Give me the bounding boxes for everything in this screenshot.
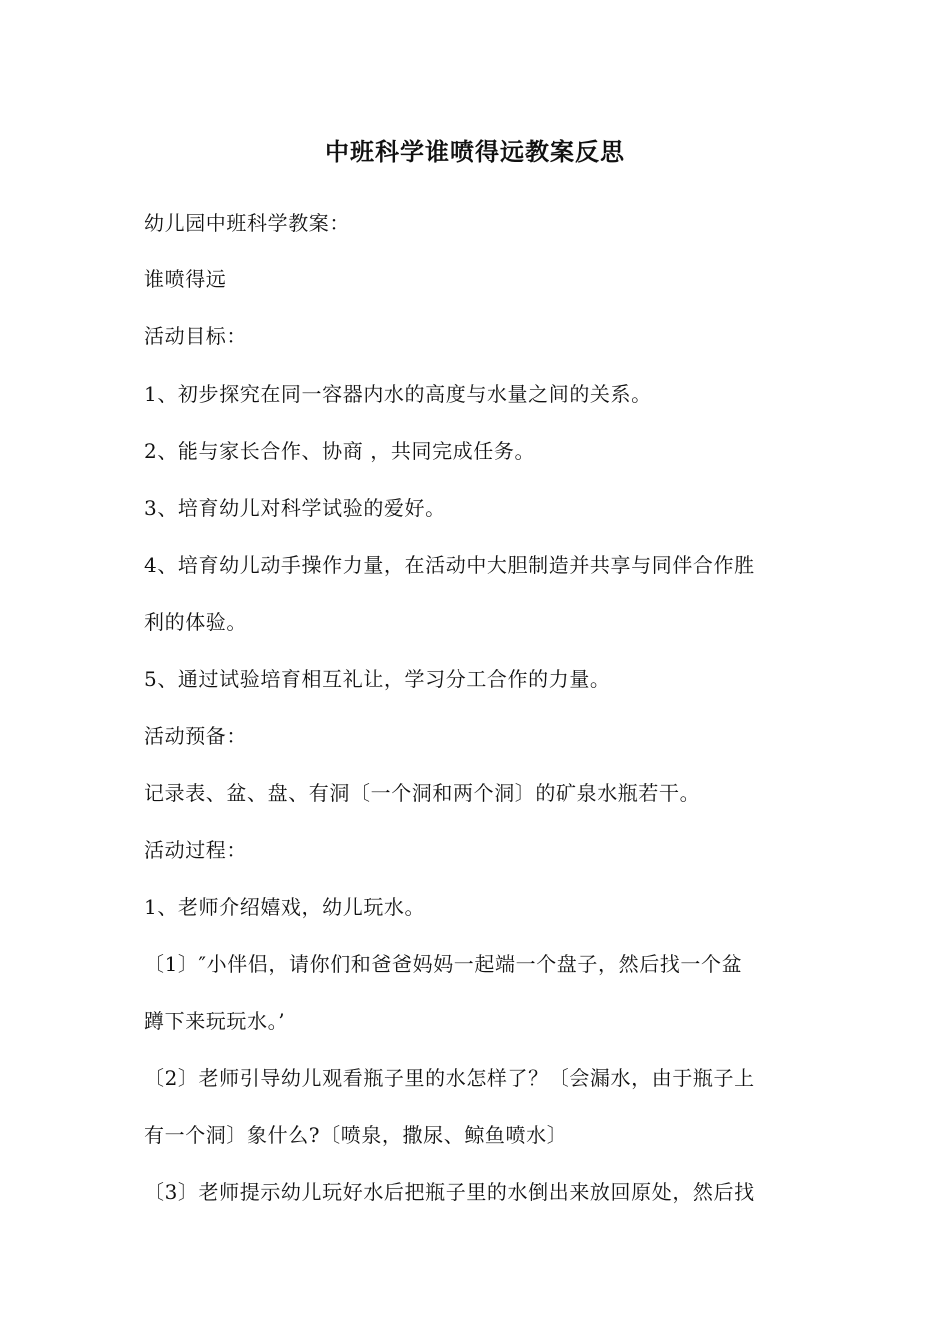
- document-title: 中班科学谁喷得远教案反思: [325, 138, 625, 166]
- paragraph-line: 4、培育幼儿动手操作力量，在活动中大胆制造并共享与同伴合作胜: [144, 553, 755, 577]
- paragraph-line: 1、老师介绍嬉戏，幼儿玩水。: [144, 895, 426, 919]
- paragraph-line: 〔1〕″小伴侣，请你们和爸爸妈妈一起端一个盘子，然后找一个盆: [144, 952, 743, 976]
- paragraph-line: 3、培育幼儿对科学试验的爱好。: [144, 496, 446, 520]
- paragraph-line: 记录表、盆、盘、有洞〔一个洞和两个洞〕的矿泉水瓶若干。: [144, 781, 701, 805]
- paragraph-line: 〔2〕老师引导幼儿观看瓶子里的水怎样了？〔会漏水，由于瓶子上: [144, 1066, 755, 1090]
- paragraph-line: 谁喷得远: [144, 267, 227, 291]
- paragraph-line: 5、通过试验培育相互礼让，学习分工合作的力量。: [144, 667, 611, 691]
- paragraph-line: 有一个洞〕象什么?〔喷泉，撒尿、鲸鱼喷水〕: [144, 1123, 568, 1147]
- paragraph-line: 蹲下来玩玩水。’: [144, 1009, 286, 1033]
- paragraph-line: 活动目标：: [144, 324, 247, 348]
- paragraph-line: 活动预备：: [144, 724, 247, 748]
- paragraph-line: 〔3〕老师提示幼儿玩好水后把瓶子里的水倒出来放回原处，然后找: [144, 1180, 755, 1204]
- paragraph-line: 利的体验。: [144, 610, 247, 634]
- paragraph-line: 幼儿园中班科学教案：: [144, 211, 350, 235]
- paragraph-line: 活动过程：: [144, 838, 247, 862]
- paragraph-line: 1、初步探究在同一容器内水的高度与水量之间的关系。: [144, 382, 652, 406]
- paragraph-line: 2、能与家长合作、协商 ，共同完成任务。: [144, 439, 536, 463]
